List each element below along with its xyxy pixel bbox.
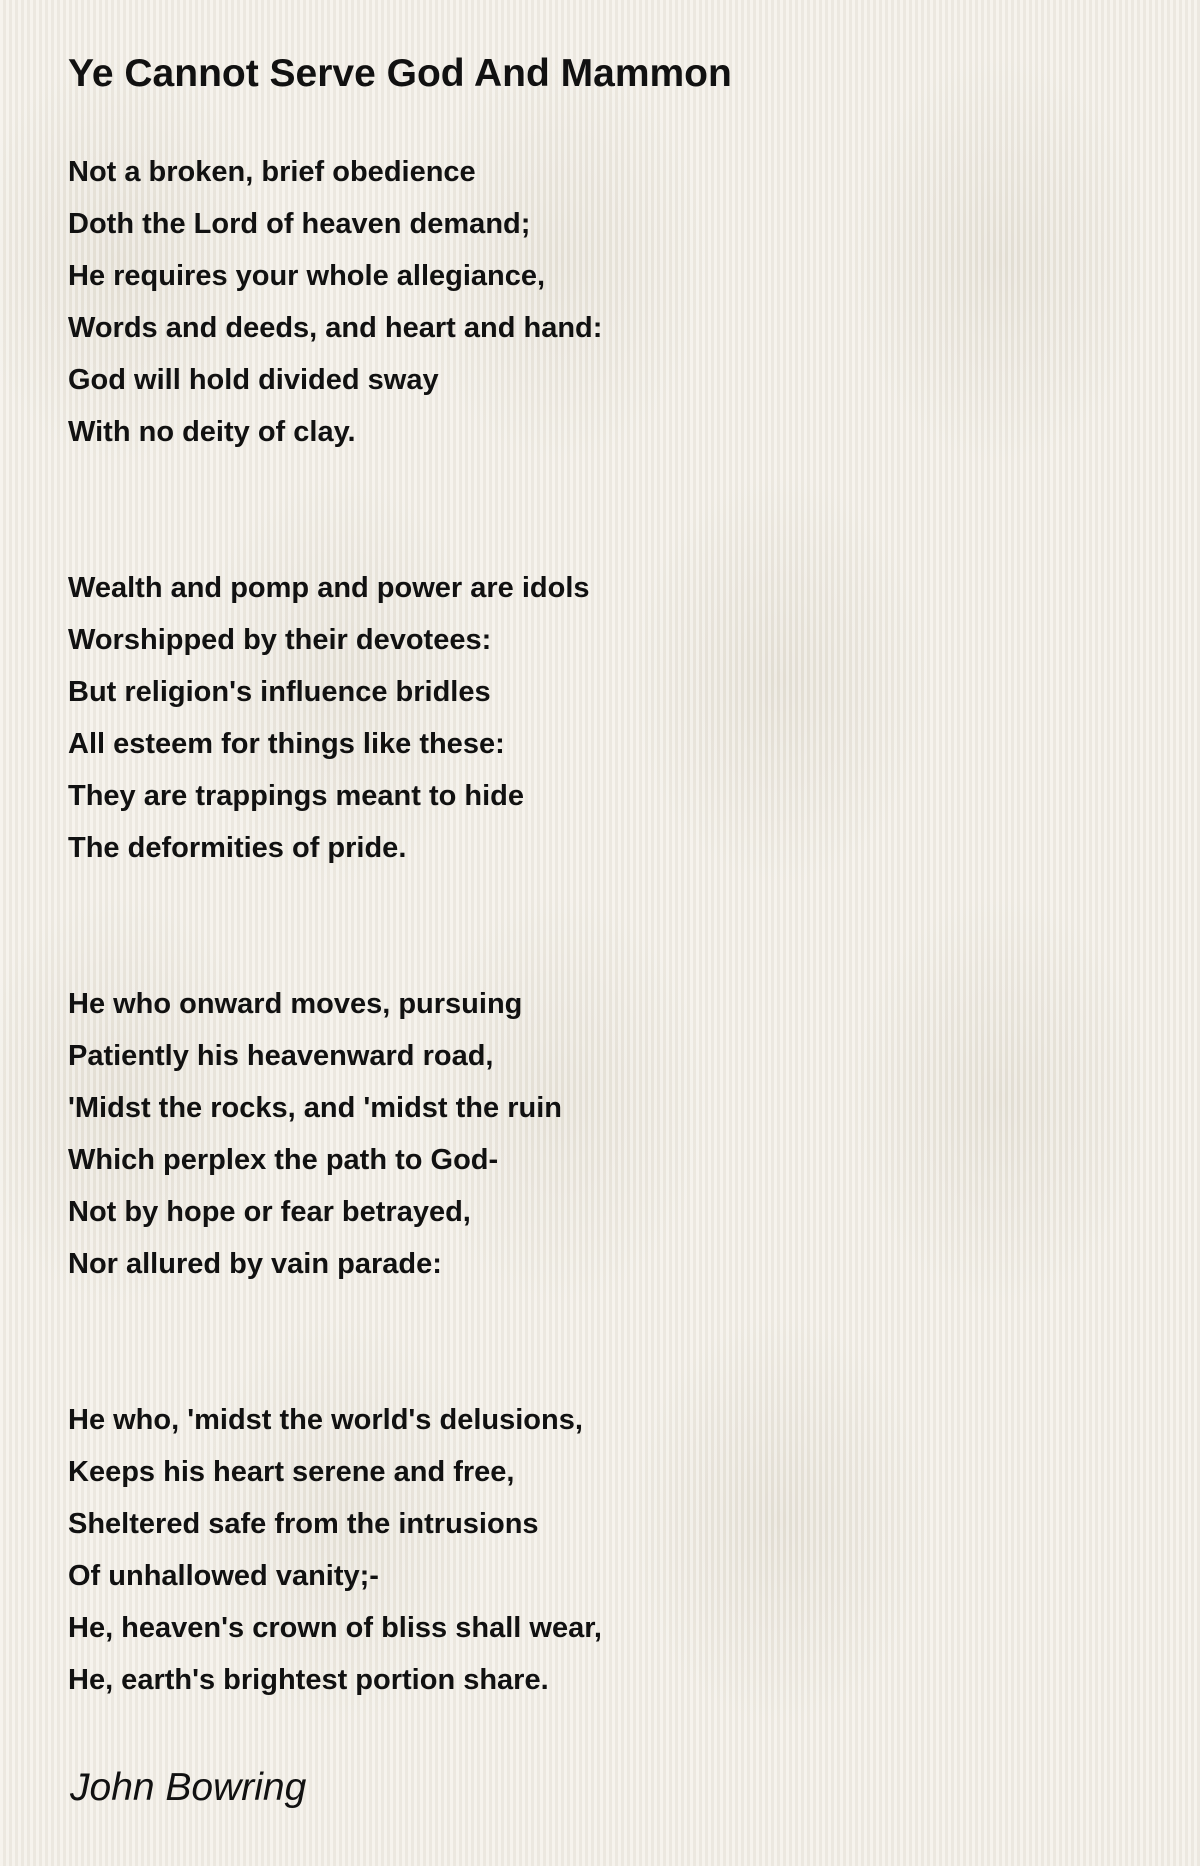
poem-card [68, 48, 1128, 1706]
poem-line: Wealth and pomp and power are idols [68, 572, 590, 604]
poem-line: With no deity of clay. [68, 416, 356, 448]
poem-author: John Bowring [70, 1766, 307, 1809]
poem-line: He who, 'midst the world's delusions, [68, 1404, 583, 1436]
poem-line: Words and deeds, and heart and hand: [68, 312, 603, 344]
poem-line: God will hold divided sway [68, 364, 439, 396]
poem-line: Sheltered safe from the intrusions [68, 1508, 539, 1540]
poem-line: 'Midst the rocks, and 'midst the ruin [68, 1092, 562, 1124]
poem-line: Of unhallowed vanity;- [68, 1560, 379, 1592]
poem-line: Not by hope or fear betrayed, [68, 1196, 471, 1228]
poem-title: Ye Cannot Serve God And Mammon [68, 52, 732, 95]
poem-line: Worshipped by their devotees: [68, 624, 492, 656]
poem-body [68, 146, 1128, 1706]
poem-line: Doth the Lord of heaven demand; [68, 208, 531, 240]
poem-line: He requires your whole allegiance, [68, 260, 546, 292]
stanza-1 [68, 146, 1128, 458]
stanza-3 [68, 978, 1128, 1290]
poem-line: He, earth's brightest portion share. [68, 1664, 549, 1696]
poem-line: Which perplex the path to God- [68, 1144, 499, 1176]
poem-line: Nor allured by vain parade: [68, 1248, 442, 1280]
poem-line: Keeps his heart serene and free, [68, 1456, 515, 1488]
poem-line: He who onward moves, pursuing [68, 988, 523, 1020]
stanza-2 [68, 562, 1128, 874]
poem-line: Not a broken, brief obedience [68, 156, 476, 188]
poem-line: They are trappings meant to hide [68, 780, 525, 812]
poem-line: Patiently his heavenward road, [68, 1040, 494, 1072]
poem-line: The deformities of pride. [68, 832, 407, 864]
poem-line: He, heaven's crown of bliss shall wear, [68, 1612, 602, 1644]
poem-line: All esteem for things like these: [68, 728, 505, 760]
poem-line: But religion's influence bridles [68, 676, 491, 708]
stanza-4 [68, 1394, 1128, 1706]
